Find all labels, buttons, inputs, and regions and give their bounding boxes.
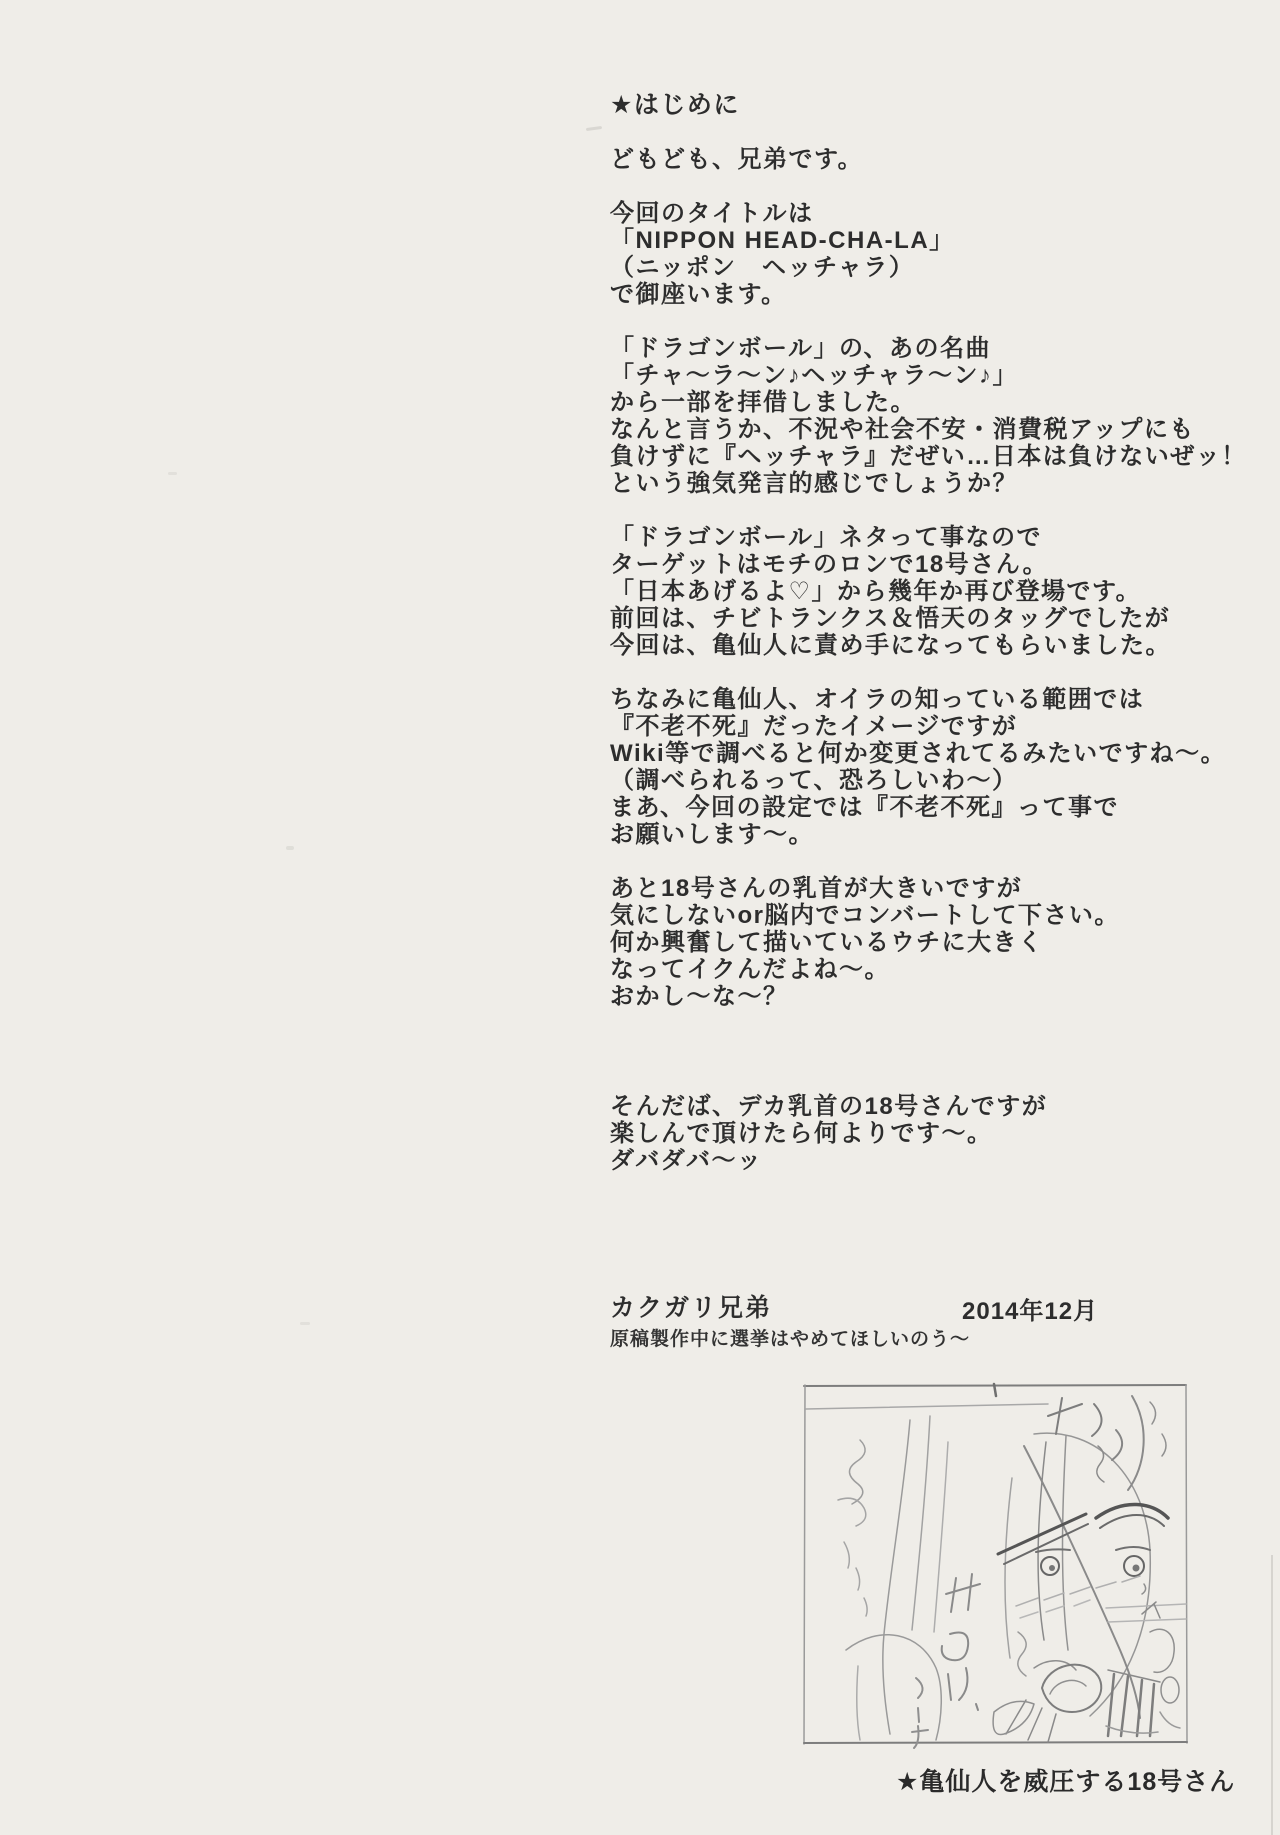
text-line: そんだば、デカ乳首の18号さんですが: [610, 1093, 1048, 1120]
text-line: 今回は、亀仙人に責め手になってもらいました。: [610, 632, 1171, 659]
text-line: 今回のタイトルは: [610, 200, 814, 227]
text-line: 気にしないor脳内でコンバートして下さい。: [610, 902, 1120, 929]
text-line: おかし〜な〜？: [610, 983, 789, 1010]
text-line: 「日本あげるよ♡」から幾年か再び登場です。: [610, 578, 1142, 605]
text-line: まあ、今回の設定では『不老不死』って事で: [610, 794, 1120, 821]
text-line: 「チャ〜ラ〜ン♪ヘッチャラ〜ン♪」: [610, 362, 1019, 389]
text-line: 楽しんで頂けたら何よりです〜。: [610, 1120, 993, 1147]
text-line: 「ドラゴンボール」ネタって事なので: [610, 524, 1043, 551]
paragraph: [610, 686, 1227, 848]
text-line: ちなみに亀仙人、オイラの知っている範囲では: [610, 686, 1145, 713]
text-line: あと18号さんの乳首が大きいですが: [610, 875, 1023, 902]
paragraph: [610, 146, 1170, 173]
text-line: から一部を拝借しました。: [610, 389, 916, 416]
scan-smudge: [300, 1322, 310, 1325]
text-line: 「NIPPON HEAD-CHA-LA」: [610, 227, 955, 254]
scan-smudge: [586, 126, 602, 131]
paragraph: [610, 200, 1170, 308]
text-line: なんと言うか、不況や社会不安・消費税アップにも: [610, 416, 1195, 443]
text-line: で御座います。: [610, 281, 787, 308]
scan-smudge: [168, 472, 177, 475]
paragraph: [610, 875, 1170, 1010]
author-note: 原稿製作中に選挙はやめてほしいのう〜: [610, 1329, 971, 1350]
afterword-paragraphs: [610, 146, 1247, 1174]
paragraph: [610, 335, 1247, 497]
text-line: なってイクんだよね〜。: [610, 956, 891, 983]
text-line: 何か興奮して描いているウチに大きく: [610, 929, 1044, 956]
text-line: 「ドラゴンボール」の、あの名曲: [610, 335, 992, 362]
scan-edge-artifact: [1271, 1555, 1273, 1835]
text-line: という強気発言的感じでしょうか？: [610, 470, 1018, 497]
scan-smudge: [286, 846, 294, 850]
text-line: 前回は、チビトランクス＆悟天のタッグでしたが: [610, 605, 1171, 632]
paragraph: [610, 524, 1170, 659]
pencil-sketch-panel: [798, 1382, 1190, 1750]
sketch-caption: ★亀仙人を威圧する18号さん: [896, 1768, 1236, 1796]
text-line: どもども、兄弟です。: [610, 146, 864, 173]
pencil-sketch-of-android-18-glaring: [798, 1382, 1190, 1750]
paragraph: [610, 1093, 1170, 1174]
text-line: ターゲットはモチのロンで18号さん。: [610, 551, 1049, 578]
text-line: （ニッポン ヘッチャラ）: [610, 254, 915, 281]
text-line: （調べられるって、恐ろしいわ〜）: [610, 767, 1018, 794]
text-line: ダバダバ〜ッ: [610, 1147, 763, 1174]
author-name: カクガリ兄弟: [610, 1294, 773, 1322]
page-title: ★はじめに: [610, 91, 740, 119]
text-line: 『不老不死』だったイメージですが: [610, 713, 1018, 740]
publication-date: 2014年12月: [962, 1298, 1099, 1325]
text-line: Wiki等で調べると何か変更されてるみたいですね〜。: [610, 740, 1227, 767]
afterword-text-column: [610, 91, 1247, 1174]
text-line: 負けずに『ヘッチャラ』だぜい…日本は負けないぜッ！: [610, 443, 1247, 470]
text-line: お願いします〜。: [610, 821, 814, 848]
